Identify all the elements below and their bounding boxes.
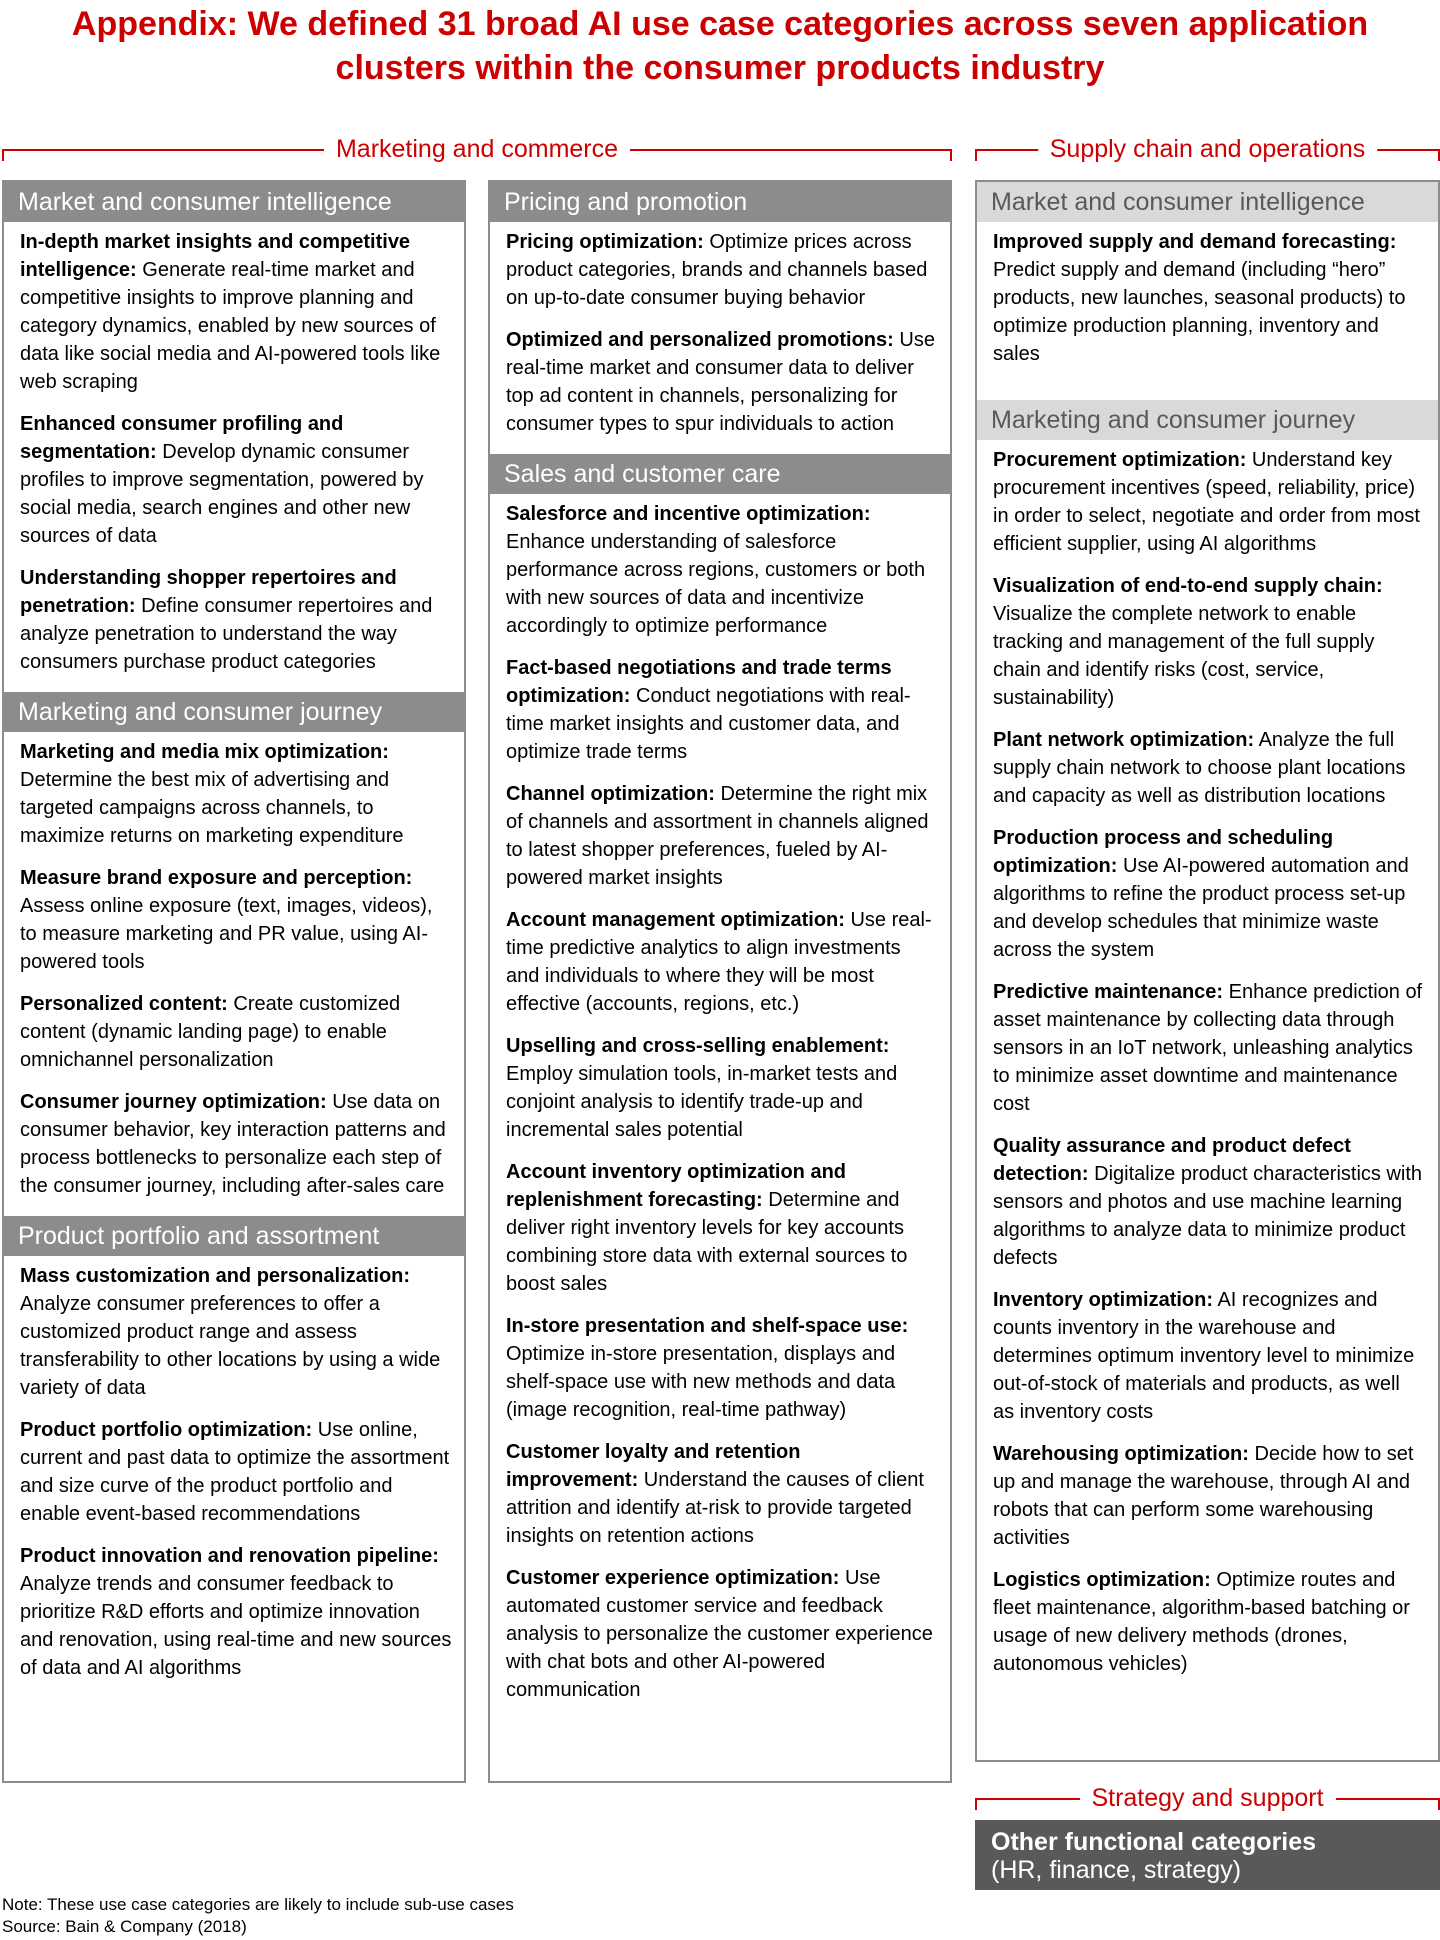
use-case-item: [506, 654, 938, 766]
other-title: Other functional categories: [991, 1828, 1317, 1856]
group-label-supply: Supply chain and operations: [1038, 134, 1378, 164]
use-case-item: [993, 824, 1426, 964]
category-header: Market and consumer intelligence: [4, 182, 464, 222]
use-case-name: Salesforce and incentive optimization:: [506, 503, 871, 525]
use-case-item: [20, 1416, 452, 1528]
use-case-item: [506, 1564, 938, 1704]
use-case-name: Marketing and media mix optimization:: [20, 741, 389, 763]
use-case-name: Warehousing optimization:: [993, 1443, 1249, 1465]
use-case-name: Enhanced consumer profiling and segmentation:: [20, 413, 344, 463]
use-case-description: Understand key procurement incentives (speed, reliability, price) in order to select, negotiate and order from most efficient supplier, using AI algorithms: [993, 449, 1420, 555]
use-case-name: Product innovation and renovation pipeline:: [20, 1545, 439, 1567]
use-case-description: AI recognizes and counts inventory in the warehouse and determines optimum inventory level to minimize out-of-stock of materials and products, as well as inventory costs: [993, 1289, 1415, 1423]
category-header: Sales and customer care: [490, 454, 950, 494]
use-case-name: Product portfolio optimization:: [20, 1419, 313, 1441]
use-case-item: [506, 228, 938, 312]
use-case-item: [993, 978, 1426, 1118]
use-case-description: Assess online exposure (text, images, videos), to measure marketing and PR value, using AI-powered tools: [20, 895, 433, 973]
category-body: [4, 222, 464, 692]
use-case-name: Logistics optimization:: [993, 1569, 1211, 1591]
category-section: [490, 454, 950, 1720]
use-case-description: Analyze the full supply chain network to choose plant locations and capacity as well as distribution locations: [993, 729, 1406, 807]
use-case-description: Use automated customer service and feedback analysis to personalize the customer experience with chat bots and other AI-powered communication: [506, 1567, 933, 1701]
use-case-item: [993, 228, 1426, 368]
category-section: [4, 182, 464, 692]
category-body: [4, 732, 464, 1216]
use-case-name: Account inventory optimization and replenishment forecasting:: [506, 1161, 847, 1211]
use-case-description: Predict supply and demand (including “hero” products, new launches, seasonal products) to optimize production planning, inventory and sales: [993, 259, 1406, 365]
use-case-description: Enhance understanding of salesforce performance across regions, customers or both with new sources of data and incentivize accordingly to optimize performance: [506, 531, 926, 637]
use-case-item: [993, 1132, 1426, 1272]
footnotes: [2, 1894, 514, 1938]
group-bracket-right: [950, 149, 952, 161]
group-label-marketing: Marketing and commerce: [324, 134, 630, 164]
use-case-item: [20, 990, 452, 1074]
use-case-item: [506, 500, 938, 640]
use-case-item: [20, 738, 452, 850]
category-section: [4, 692, 464, 1216]
use-case-item: [20, 564, 452, 676]
use-case-description: Use AI-powered automation and algorithms to refine the product process set-up and develop schedules that minimize waste across the system: [993, 855, 1409, 961]
use-case-item: [993, 572, 1426, 712]
use-case-description: Determine the right mix of channels and assortment in channels aligned to latest shopper preferences, fueled by AI-powered market insights: [506, 783, 929, 889]
use-case-description: Enhance prediction of asset maintenance by collecting data through sensors in an IoT network, unleashing analytics to minimize asset downtime and maintenance cost: [993, 981, 1423, 1115]
group-bracket-left: [2, 149, 4, 161]
other-functional-categories: [975, 1820, 1440, 1890]
column-supply-chain: [975, 180, 1440, 1762]
group-bracket-left: [975, 1798, 977, 1810]
use-case-name: Production process and scheduling optimization:: [993, 827, 1334, 877]
use-case-item: [506, 1312, 938, 1424]
source-text: Source: Bain & Company (2018): [2, 1917, 247, 1936]
other-subtitle: (HR, finance, strategy): [991, 1856, 1242, 1884]
use-case-description: Analyze trends and consumer feedback to prioritize R&D efforts and optimize innovation and renovation, using real-time and new sources of data and AI algorithms: [20, 1573, 452, 1679]
use-case-name: Plant network optimization:: [993, 729, 1255, 751]
use-case-description: Generate real-time market and competitive insights to improve planning and category dynamics, enabled by new sources of data like social media and AI-powered tools like web scraping: [20, 259, 441, 393]
use-case-name: Visualization of end-to-end supply chain:: [993, 575, 1383, 597]
use-case-description: Conduct negotiations with real-time market insights and customer data, and optimize trade terms: [506, 685, 911, 763]
use-case-name: Upselling and cross-selling enablement:: [506, 1035, 890, 1057]
category-body: [4, 1256, 464, 1698]
use-case-item: [993, 726, 1426, 810]
category-header: Pricing and promotion: [490, 182, 950, 222]
use-case-description: Use online, current and past data to optimize the assortment and size curve of the product portfolio and enable event-based recommendations: [20, 1419, 450, 1525]
use-case-name: In-depth market insights and competitive intelligence:: [20, 231, 411, 281]
use-case-description: Analyze consumer preferences to offer a customized product range and assess transferability to other locations by using a wide variety of data: [20, 1293, 441, 1399]
use-case-name: Measure brand exposure and perception:: [20, 867, 413, 889]
category-body: [490, 222, 950, 454]
category-body: [490, 494, 950, 1720]
use-case-name: Predictive maintenance:: [993, 981, 1224, 1003]
group-bracket-left: [975, 149, 977, 161]
use-case-item: [993, 1566, 1426, 1678]
category-header: Marketing and consumer journey: [4, 692, 464, 732]
use-case-description: Define consumer repertoires and analyze penetration to understand the way consumers purchase product categories: [20, 595, 433, 673]
use-case-description: Digitalize product characteristics with sensors and photos and use machine learning algorithms to analyze data to minimize product defects: [993, 1163, 1423, 1269]
use-case-item: [506, 906, 938, 1018]
use-case-name: Channel optimization:: [506, 783, 715, 805]
category-section: [4, 1216, 464, 1698]
use-case-description: Use data on consumer behavior, key interaction patterns and process bottlenecks to personalize each step of the consumer journey, including after-sales care: [20, 1091, 446, 1197]
category-header: Product portfolio and assortment: [4, 1216, 464, 1256]
use-case-name: Pricing optimization:: [506, 231, 704, 253]
use-case-name: Quality assurance and product defect detection:: [993, 1135, 1351, 1185]
category-section: [490, 182, 950, 454]
category-body: [977, 440, 1438, 1694]
use-case-name: Inventory optimization:: [993, 1289, 1213, 1311]
use-case-item: [20, 864, 452, 976]
use-case-description: Use real-time predictive analytics to align investments and individuals to where they will be most effective (accounts, regions, etc.): [506, 909, 932, 1015]
use-case-description: Optimize prices across product categories, brands and channels based on up-to-date consumer buying behavior: [506, 231, 928, 309]
use-case-description: Optimize routes and fleet maintenance, algorithm-based batching or usage of new delivery methods (drones, autonomous vehicles): [993, 1569, 1410, 1675]
use-case-description: Understand the causes of client attrition and identify at-risk to provide targeted insights on retention actions: [506, 1469, 924, 1547]
use-case-item: [506, 1032, 938, 1144]
category-section: [977, 182, 1438, 400]
use-case-name: Personalized content:: [20, 993, 228, 1015]
use-case-name: Account management optimization:: [506, 909, 845, 931]
use-case-description: Visualize the complete network to enable tracking and management of the full supply chain and identify risks (cost, service, sustainability): [993, 603, 1375, 709]
use-case-item: [506, 1438, 938, 1550]
category-header: Market and consumer intelligence: [977, 182, 1438, 222]
use-case-name: Improved supply and demand forecasting:: [993, 231, 1397, 253]
use-case-name: Consumer journey optimization:: [20, 1091, 327, 1113]
use-case-description: Determine the best mix of advertising and targeted campaigns across channels, to maximize returns on marketing expenditure: [20, 769, 404, 847]
group-header-supply: [975, 134, 1440, 164]
use-case-name: Procurement optimization:: [993, 449, 1247, 471]
note-text: Note: These use case categories are likely to include sub-use cases: [2, 1895, 514, 1914]
use-case-item: [993, 1440, 1426, 1552]
category-section: [977, 400, 1438, 1694]
use-case-item: [993, 1286, 1426, 1426]
column-marketing-2: [488, 180, 952, 1783]
use-case-item: [993, 446, 1426, 558]
use-case-name: In-store presentation and shelf-space use:: [506, 1315, 909, 1337]
use-case-name: Optimized and personalized promotions:: [506, 329, 894, 351]
group-label-strategy: Strategy and support: [1079, 1783, 1335, 1813]
use-case-description: Develop dynamic consumer profiles to improve segmentation, powered by social media, search engines and other new sources of data: [20, 441, 424, 547]
use-case-description: Employ simulation tools, in-market tests and conjoint analysis to identify trade-up and incremental sales potential: [506, 1063, 898, 1141]
use-case-item: [506, 1158, 938, 1298]
use-case-description: Create customized content (dynamic landing page) to enable omnichannel personalization: [20, 993, 401, 1071]
group-header-strategy: [975, 1783, 1440, 1813]
use-case-description: Determine and deliver right inventory levels for key accounts combining store data with external sources to boost sales: [506, 1189, 908, 1295]
use-case-name: Customer loyalty and retention improvement:: [506, 1441, 801, 1491]
use-case-description: Optimize in-store presentation, displays and shelf-space use with new methods and data (image recognition, real-time pathway): [506, 1343, 896, 1421]
use-case-description: Use real-time market and consumer data to deliver top ad content in channels, personalizing for consumer types to spur individuals to action: [506, 329, 935, 435]
group-header-marketing: [2, 134, 952, 164]
column-marketing-1: [2, 180, 466, 1783]
use-case-item: [20, 1262, 452, 1402]
use-case-item: [20, 410, 452, 550]
use-case-item: [20, 1542, 452, 1682]
category-header: Marketing and consumer journey: [977, 400, 1438, 440]
use-case-item: [506, 780, 938, 892]
use-case-name: Understanding shopper repertoires and penetration:: [20, 567, 397, 617]
use-case-item: [506, 326, 938, 438]
use-case-name: Fact-based negotiations and trade terms optimization:: [506, 657, 892, 707]
category-body: [977, 222, 1438, 400]
use-case-item: [20, 228, 452, 396]
use-case-item: [20, 1088, 452, 1200]
page-title: Appendix: We defined 31 broad AI use case categories across seven application clusters within the consumer products industry: [71, 5, 1369, 87]
use-case-description: Decide how to set up and manage the warehouse, through AI and robots that can perform some warehousing activities: [993, 1443, 1414, 1549]
use-case-name: Mass customization and personalization:: [20, 1265, 411, 1287]
use-case-name: Customer experience optimization:: [506, 1567, 840, 1589]
